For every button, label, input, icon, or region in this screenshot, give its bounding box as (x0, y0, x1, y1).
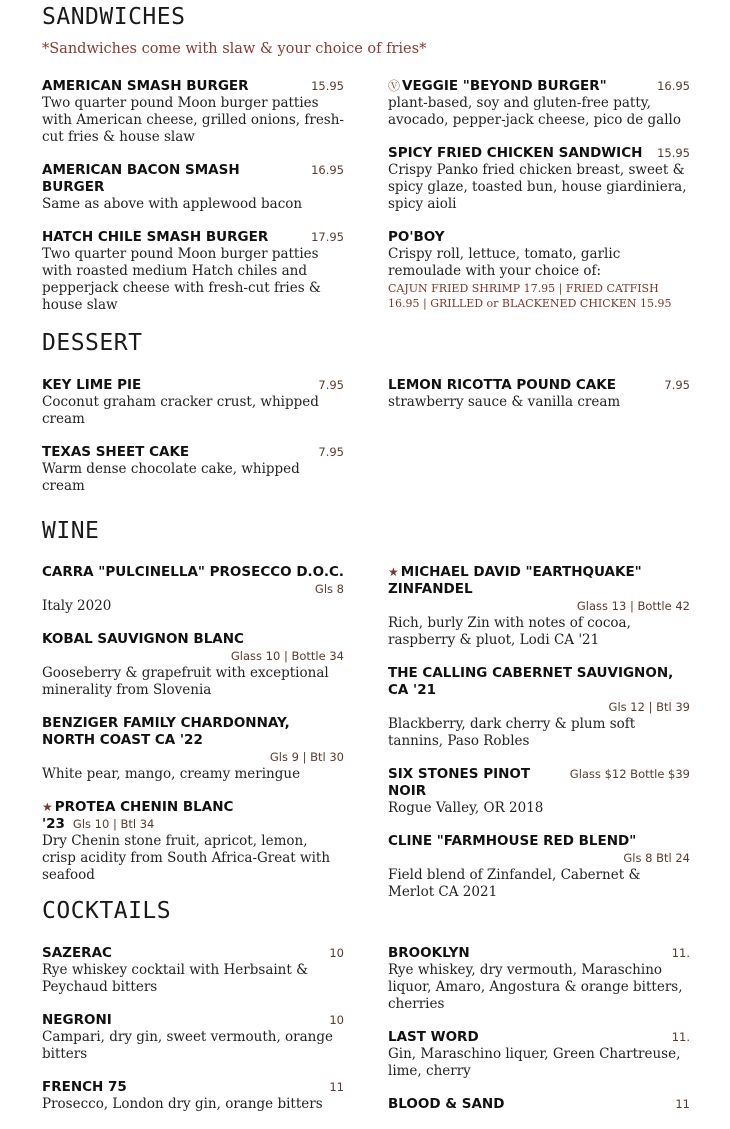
item-name: AMERICAN SMASH BURGER (42, 78, 249, 94)
item-name: TEXAS SHEET CAKE (42, 444, 190, 460)
item-name: HATCH CHILE SMASH BURGER (42, 229, 269, 245)
item-description: Gin, Maraschino liquer, Green Chartreuse, lime, cherry (388, 1046, 681, 1079)
menu-item (42, 799, 344, 884)
menu-item (42, 1012, 344, 1063)
item-description: Gooseberry & grapefruit with exceptional minerality from Slovenia (42, 665, 329, 698)
dessert-left-column (42, 377, 344, 511)
item-price: 11. (671, 946, 690, 960)
menu-item (388, 1029, 690, 1080)
item-description: Campari, dry gin, sweet vermouth, orange bitters (42, 1029, 334, 1062)
wine-left-column (42, 564, 344, 900)
menu-item (42, 564, 344, 615)
item-name: LEMON RICOTTA POUND CAKE (388, 377, 616, 393)
sandwiches-right-column (388, 78, 690, 327)
item-name: KEY LIME PIE (42, 377, 142, 393)
item-name: BROOKLYN (388, 945, 470, 961)
menu-item (388, 78, 690, 129)
item-description: Dry Chenin stone fruit, apricot, lemon, crisp acidity from South Africa-Great with seafood (42, 833, 331, 883)
item-name: NEGRONI (42, 1012, 112, 1028)
item-price: 7.95 (664, 378, 690, 392)
item-description: Crispy roll, lettuce, tomato, garlic remoulade with your choice of: (388, 246, 621, 279)
item-options: CAJUN FRIED SHRIMP 17.95 | FRIED CATFISH 16.95 | GRILLED or BLACKENED CHICKEN 15.95 (388, 282, 672, 310)
item-name: LAST WORD (388, 1029, 479, 1045)
item-description: Prosecco, London dry gin, orange bitters (42, 1096, 323, 1112)
menu-item (388, 145, 690, 213)
menu-item (388, 766, 690, 817)
dessert-title: DESSERT (42, 330, 143, 356)
item-price: 7.95 (318, 378, 344, 392)
sandwiches-title: SANDWICHES (42, 4, 186, 30)
menu-item (42, 945, 344, 996)
item-name: CLINE "FARMHOUSE RED BLEND" (388, 833, 637, 849)
item-name: FRENCH 75 (42, 1079, 127, 1095)
item-name: CARRA "PULCINELLA" PROSECCO D.O.C. (42, 564, 345, 580)
menu-item (388, 229, 690, 311)
item-price: 17.95 (311, 230, 344, 244)
item-name: KOBAL SAUVIGNON BLANC (42, 631, 244, 647)
item-price: Gls 9 | Btl 30 (269, 750, 344, 764)
item-price: 11 (675, 1097, 690, 1111)
item-name: THE CALLING CABERNET SAUVIGNON, CA '21 (388, 665, 674, 698)
cocktails-left-column (42, 945, 344, 1129)
item-description: Same as above with applewood bacon (42, 196, 303, 212)
star-icon: ★ (42, 800, 53, 814)
item-price: Glass $12 Bottle $39 (569, 767, 690, 781)
item-price: 15.95 (311, 79, 344, 93)
menu-item (388, 945, 690, 1013)
item-name: BLOOD & SAND (388, 1096, 505, 1112)
item-price: 16.95 (311, 163, 344, 177)
item-price: Gls 8 Btl 24 (623, 851, 690, 865)
item-price: Gls 8 (314, 582, 344, 596)
item-name: AMERICAN BACON SMASH BURGER (42, 162, 240, 195)
item-name: BENZIGER FAMILY CHARDONNAY, NORTH COAST CA '22 (42, 715, 290, 748)
menu-item (42, 162, 344, 213)
item-name: Ⓥ VEGGIE "BEYOND BURGER" (388, 78, 607, 94)
item-description: Two quarter pound Moon burger patties with roasted medium Hatch chiles and pepperjack cheese with fresh-cut fries & house slaw (42, 246, 321, 313)
item-price: 15.95 (657, 146, 690, 160)
item-name: PO'BOY (388, 229, 445, 245)
sandwiches-note: *Sandwiches come with slaw & your choice of fries* (42, 41, 427, 57)
menu-item (42, 631, 344, 699)
menu-item (42, 715, 344, 783)
cocktails-title: COCKTAILS (42, 898, 172, 924)
item-price: Glass 10 | Bottle 34 (230, 649, 344, 663)
menu-item (42, 229, 344, 314)
item-description: Crispy Panko fried chicken breast, sweet & spicy glaze, toasted bun, house giardiniera, spicy aioli (388, 162, 687, 212)
item-description: Rye whiskey, dry vermouth, Maraschino liquor, Amaro, Angostura & orange bitters, cherries (388, 962, 683, 1012)
item-price: Glass 13 | Bottle 42 (576, 599, 690, 613)
item-description: Rich, burly Zin with notes of cocoa, raspberry & pluot, Lodi CA '21 (388, 615, 631, 648)
item-description: Coconut graham cracker crust, whipped cream (42, 394, 319, 427)
item-price: 10 (329, 946, 344, 960)
item-description: White pear, mango, creamy meringue (42, 766, 301, 782)
menu-item (42, 1079, 344, 1113)
item-description: Italy 2020 (42, 598, 112, 614)
star-icon: ★ (388, 565, 399, 579)
item-price: Gls 10 | Btl 34 (72, 817, 155, 831)
menu-item (42, 444, 344, 495)
item-name: SIX STONES PINOT NOIR (388, 766, 531, 799)
item-description: Blackberry, dark cherry & plum soft tannins, Paso Robles (388, 716, 636, 749)
item-description: Field blend of Zinfandel, Cabernet & Merlot CA 2021 (388, 867, 641, 900)
menu-item (42, 78, 344, 146)
menu-item (42, 377, 344, 428)
menu-item (388, 833, 690, 901)
item-description: Rye whiskey cocktail with Herbsaint & Peychaud bitters (42, 962, 309, 995)
sandwiches-left-column (42, 78, 344, 330)
wine-right-column (388, 564, 690, 917)
menu-item (388, 564, 690, 649)
item-price: 11 (329, 1080, 344, 1094)
vegetarian-icon: Ⓥ (388, 79, 401, 93)
item-price: 7.95 (318, 445, 344, 459)
cocktails-right-column (388, 945, 690, 1129)
dessert-right-column (388, 377, 690, 427)
menu-item (388, 665, 690, 750)
item-name: ★ MICHAEL DAVID "EARTHQUAKE" ZINFANDEL (388, 564, 642, 597)
wine-title: WINE (42, 518, 100, 544)
item-price: 11. (671, 1030, 690, 1044)
item-name: SPICY FRIED CHICKEN SANDWICH (388, 145, 643, 161)
item-price: Gls 12 | Btl 39 (608, 700, 690, 714)
item-description: Warm dense chocolate cake, whipped cream (42, 461, 300, 494)
item-price: 10 (329, 1013, 344, 1027)
item-description: Two quarter pound Moon burger patties with American cheese, grilled onions, fresh-cut fries & house slaw (42, 95, 344, 145)
item-name: SAZERAC (42, 945, 112, 961)
item-name: ★ PROTEA CHENIN BLANC '23 Gls 10 | Btl 34 (42, 799, 234, 832)
item-description: plant-based, soy and gluten-free patty, avocado, pepper-jack cheese, pico de gallo (388, 95, 681, 128)
item-description: strawberry sauce & vanilla cream (388, 394, 621, 410)
item-price: 16.95 (657, 79, 690, 93)
item-description: Rogue Valley, OR 2018 (388, 800, 544, 816)
menu-item (388, 1096, 690, 1113)
menu-item (388, 377, 690, 411)
